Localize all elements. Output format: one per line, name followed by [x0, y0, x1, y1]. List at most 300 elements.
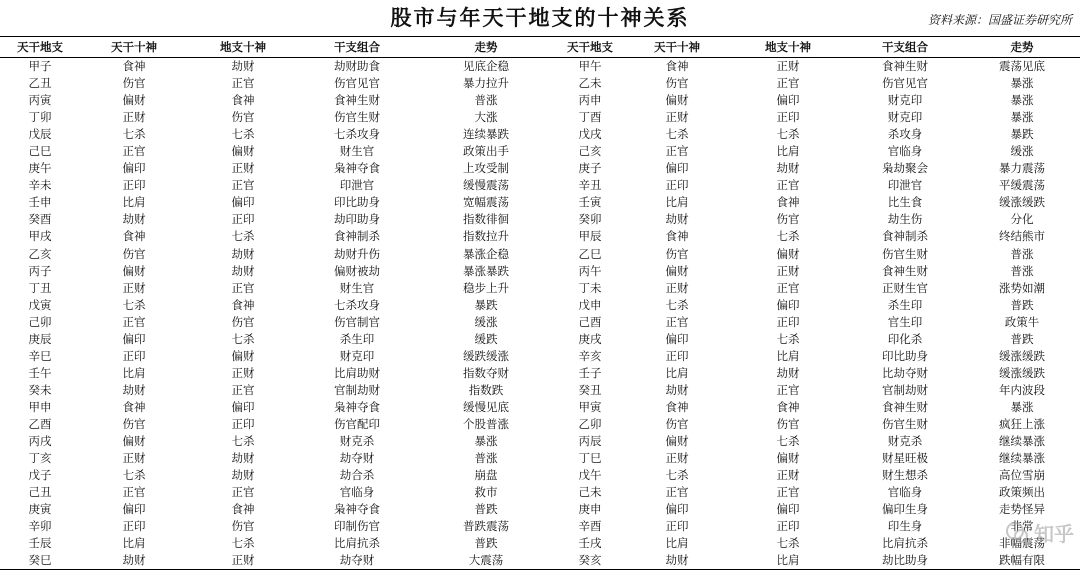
- cell-trend: 暴涨: [1010, 399, 1034, 414]
- cell-tiangan-shishen: 食神: [665, 59, 689, 74]
- cell-trend: 高位雪崩: [999, 468, 1045, 483]
- table-row: [0, 297, 1080, 314]
- cell-dizhi-shishen: 劫财: [231, 263, 255, 278]
- cell-ganzhi-combo: 伤官配印: [334, 417, 380, 431]
- cell-ganzhi-combo: 财克印: [339, 348, 375, 363]
- cell-ganzhi: 己酉: [578, 314, 602, 329]
- cell-dizhi-shishen: 偏印: [776, 93, 800, 108]
- cell-dizhi-shishen: 正财: [231, 365, 255, 380]
- cell-ganzhi-combo: 枭神夺食: [334, 502, 380, 517]
- table-row: [0, 75, 1080, 92]
- cell-ganzhi: 辛未: [28, 178, 52, 193]
- cell-trend: 暴涨: [474, 434, 498, 449]
- cell-tiangan-shishen: 偏印: [122, 502, 146, 517]
- cell-trend: 涨势如潮: [999, 280, 1045, 295]
- cell-ganzhi-combo: 比肩抗杀: [334, 536, 380, 551]
- cell-trend: 暴涨: [1010, 76, 1034, 91]
- cell-ganzhi-combo: 财克杀: [339, 434, 375, 449]
- cell-dizhi-shishen: 正财: [776, 59, 800, 74]
- cell-ganzhi-combo: 官临身: [339, 485, 375, 500]
- cell-dizhi-shishen: 正官: [231, 485, 255, 500]
- cell-tiangan-shishen: 正财: [665, 280, 689, 295]
- cell-ganzhi-combo: 七杀攻身: [334, 127, 380, 142]
- cell-ganzhi: 戊子: [28, 468, 52, 483]
- cell-ganzhi-combo: 印制伤官: [334, 519, 380, 534]
- cell-tiangan-shishen: 正官: [665, 314, 689, 329]
- cell-tiangan-shishen: 偏财: [665, 434, 689, 449]
- cell-trend: 政策出手: [463, 144, 509, 159]
- cell-ganzhi-combo: 官制劫财: [334, 382, 380, 397]
- cell-ganzhi: 壬辰: [28, 536, 52, 551]
- cell-dizhi-shishen: 正财: [188, 552, 298, 570]
- cell-dizhi-shishen: 正印: [231, 212, 255, 227]
- cell-tiangan-shishen: 食神: [665, 229, 689, 244]
- cell-ganzhi-combo: 劫财升伤: [334, 246, 380, 261]
- header-ganzhi: 天干地支: [0, 37, 80, 58]
- cell-trend: 暴涨暴跌: [463, 263, 509, 278]
- cell-trend: 暴力震荡: [999, 161, 1045, 176]
- table-row: [0, 467, 1080, 484]
- cell-ganzhi-combo: 印比助身: [882, 348, 928, 363]
- cell-ganzhi: 壬寅: [578, 195, 602, 210]
- cell-tiangan-shishen: 偏印: [122, 161, 146, 176]
- cell-trend: 缓慢见底: [463, 399, 509, 414]
- cell-tiangan-shishen: 正印: [122, 519, 146, 534]
- cell-tiangan-shishen: 偏印: [122, 331, 146, 346]
- cell-ganzhi: 庚子: [578, 161, 602, 176]
- cell-tiangan-shishen: 七杀: [665, 127, 689, 142]
- cell-ganzhi: 癸酉: [28, 212, 52, 227]
- cell-tiangan-shishen: 正官: [665, 485, 689, 500]
- cell-ganzhi-combo: 伤官生财: [882, 246, 928, 261]
- cell-dizhi-shishen: 偏印: [776, 502, 800, 517]
- cell-dizhi-shishen: 七杀: [776, 229, 800, 244]
- cell-ganzhi: 癸丑: [578, 382, 602, 397]
- cell-trend: 政策牛: [1004, 314, 1040, 329]
- cell-dizhi-shishen: 正印: [776, 314, 800, 329]
- cell-ganzhi: 庚辰: [28, 331, 52, 346]
- table-body: [0, 58, 1080, 570]
- cell-dizhi-shishen: 正官: [776, 76, 800, 91]
- header-trend: 走势: [416, 37, 556, 58]
- cell-ganzhi-combo: 财生想杀: [882, 468, 928, 483]
- table-row: [0, 143, 1080, 160]
- cell-ganzhi: 己卯: [28, 314, 52, 329]
- cell-ganzhi: 丁酉: [578, 110, 602, 125]
- cell-dizhi-shishen: 七杀: [231, 331, 255, 346]
- cell-ganzhi: 庚戌: [578, 331, 602, 346]
- cell-dizhi-shishen: 七杀: [776, 331, 800, 346]
- cell-trend: 暴力拉升: [463, 76, 509, 91]
- table-row: [0, 228, 1080, 245]
- cell-ganzhi-combo: 杀攻身: [887, 127, 923, 142]
- cell-trend: 平缓震荡: [999, 178, 1045, 193]
- cell-ganzhi: 庚寅: [28, 502, 52, 517]
- cell-tiangan-shishen: 劫财: [665, 382, 689, 397]
- cell-trend: 指数夺财: [463, 365, 509, 380]
- cell-tiangan-shishen: 正官: [122, 144, 146, 159]
- cell-trend: 普涨: [474, 93, 498, 108]
- cell-dizhi-shishen: 正财: [231, 161, 255, 176]
- cell-ganzhi-combo: 官临身: [887, 144, 923, 159]
- cell-trend: 非幅震荡: [999, 536, 1045, 551]
- cell-tiangan-shishen: 正官: [665, 144, 689, 159]
- cell-tiangan-shishen: 伤官: [122, 246, 146, 261]
- cell-ganzhi: 乙丑: [28, 76, 52, 91]
- cell-tiangan-shishen: 偏财: [122, 434, 146, 449]
- cell-dizhi-shishen: 偏财: [776, 246, 800, 261]
- cell-tiangan-shishen: 正财: [665, 110, 689, 125]
- table-row: [0, 416, 1080, 433]
- cell-ganzhi: 壬申: [28, 195, 52, 210]
- cell-tiangan-shishen: 劫财: [122, 382, 146, 397]
- table-row: [0, 365, 1080, 382]
- cell-trend: 普涨: [474, 451, 498, 466]
- cell-ganzhi: 辛丑: [578, 178, 602, 193]
- cell-trend: 救市: [474, 485, 498, 500]
- table-row: [0, 399, 1080, 416]
- cell-dizhi-shishen: 伤官: [776, 212, 800, 227]
- cell-ganzhi-combo: 比劫夺财: [882, 365, 928, 380]
- cell-ganzhi-combo: 食神制杀: [882, 229, 928, 244]
- cell-dizhi-shishen: 劫财: [231, 468, 255, 483]
- cell-trend: 震荡见底: [999, 59, 1045, 74]
- cell-ganzhi-combo: 财生官: [339, 144, 375, 159]
- cell-ganzhi: 丁亥: [28, 451, 52, 466]
- cell-ganzhi-combo: 印泄官: [339, 178, 375, 193]
- header-dizhi-shishen: 地支十神: [188, 37, 298, 58]
- cell-dizhi-shishen: 食神: [231, 93, 255, 108]
- cell-dizhi-shishen: 正官: [776, 485, 800, 500]
- cell-dizhi-shishen: 偏财: [231, 348, 255, 363]
- watermark-text: 知乎: [1034, 522, 1074, 546]
- cell-tiangan-shishen: 劫财: [122, 212, 146, 227]
- cell-ganzhi: 甲子: [28, 59, 52, 74]
- cell-dizhi-shishen: 七杀: [776, 536, 800, 551]
- cell-dizhi-shishen: 伤官: [231, 110, 255, 125]
- cell-tiangan-shishen: 伤官: [665, 246, 689, 261]
- table-row: [0, 331, 1080, 348]
- cell-tiangan-shishen: 七杀: [122, 468, 146, 483]
- cell-trend: 指数徘徊: [463, 212, 509, 227]
- cell-ganzhi-combo: 官临身: [887, 485, 923, 500]
- table-row: [0, 280, 1080, 297]
- cell-ganzhi-combo: 财克印: [887, 110, 923, 125]
- table-row: [0, 382, 1080, 399]
- cell-ganzhi: 丁巳: [578, 451, 602, 466]
- ganzhi-table: [0, 36, 1080, 570]
- cell-trend: 普涨: [1010, 246, 1034, 261]
- cell-ganzhi: 乙卯: [578, 417, 602, 431]
- header-trend: 走势: [964, 37, 1080, 58]
- table-row: [0, 109, 1080, 126]
- cell-tiangan-shishen: 正官: [122, 485, 146, 500]
- table-row: [0, 92, 1080, 109]
- cell-tiangan-shishen: 正财: [122, 110, 146, 125]
- cell-ganzhi-combo: 伤官见官: [334, 76, 380, 91]
- cell-ganzhi-combo: 劫财助食: [334, 59, 380, 74]
- cell-trend: 上攻受制: [463, 161, 509, 176]
- cell-ganzhi: 丙寅: [28, 93, 52, 108]
- cell-trend: 缓涨缓跌: [999, 195, 1045, 210]
- cell-dizhi-shishen: 食神: [776, 399, 800, 414]
- cell-ganzhi-combo: 食神制杀: [334, 229, 380, 244]
- cell-ganzhi-combo: 杀生印: [887, 297, 923, 312]
- cell-dizhi-shishen: 七杀: [231, 434, 255, 449]
- cell-dizhi-shishen: 正官: [231, 382, 255, 397]
- cell-tiangan-shishen: 比肩: [665, 195, 689, 210]
- cell-tiangan-shishen: 伤官: [122, 417, 146, 431]
- cell-ganzhi: 辛亥: [578, 348, 602, 363]
- source-note: 资料来源：国盛证券研究所: [927, 13, 1072, 27]
- cell-dizhi-shishen: 七杀: [776, 127, 800, 142]
- cell-tiangan-shishen: 七杀: [665, 468, 689, 483]
- cell-trend: 稳步上升: [463, 280, 509, 295]
- cell-dizhi-shishen: 劫财: [231, 246, 255, 261]
- cell-ganzhi-combo: 财克印: [887, 93, 923, 108]
- cell-trend: 暴跌: [474, 297, 498, 312]
- cell-trend: 见底企稳: [463, 59, 509, 74]
- cell-tiangan-shishen: 比肩: [122, 365, 146, 380]
- cell-ganzhi-combo: 印生身: [887, 519, 923, 534]
- cell-dizhi-shishen: 偏财: [231, 144, 255, 159]
- cell-dizhi-shishen: 劫财: [776, 365, 800, 380]
- cell-ganzhi-combo: 食神生财: [334, 93, 380, 108]
- table-row: [0, 246, 1080, 263]
- cell-trend: 暴跌: [1010, 127, 1034, 142]
- cell-dizhi-shishen: 正官: [231, 178, 255, 193]
- table-row: [0, 535, 1080, 552]
- cell-ganzhi-combo: 枭劫聚会: [882, 161, 928, 176]
- cell-trend: 普涨: [1010, 263, 1034, 278]
- cell-trend: 缓涨缓跌: [999, 348, 1045, 363]
- cell-ganzhi-combo: 官制劫财: [882, 382, 928, 397]
- cell-tiangan-shishen: 正印: [665, 519, 689, 534]
- cell-ganzhi: 己未: [578, 485, 602, 500]
- cell-trend: 指数跌: [468, 382, 504, 397]
- cell-tiangan-shishen: 正印: [122, 178, 146, 193]
- cell-ganzhi: 丙辰: [578, 434, 602, 449]
- cell-trend: 普跌震荡: [463, 519, 509, 534]
- cell-trend: 个股普涨: [463, 417, 509, 431]
- cell-dizhi-shishen: 正印: [776, 519, 800, 534]
- cell-tiangan-shishen: 偏财: [665, 263, 689, 278]
- cell-ganzhi-combo: 伤官生财: [882, 417, 928, 431]
- cell-ganzhi-combo: 劫夺财: [339, 451, 375, 466]
- cell-ganzhi: 癸卯: [578, 212, 602, 227]
- table-row: [0, 314, 1080, 331]
- cell-ganzhi-combo: 偏财被劫: [334, 263, 380, 278]
- cell-tiangan-shishen: 正印: [665, 348, 689, 363]
- cell-dizhi-shishen: 正印: [231, 417, 255, 431]
- cell-dizhi-shishen: 偏印: [776, 297, 800, 312]
- cell-dizhi-shishen: 正官: [231, 280, 255, 295]
- cell-trend: 年内波段: [999, 382, 1045, 397]
- cell-ganzhi: 癸未: [28, 382, 52, 397]
- header-ganzhi-combo: 干支组合: [298, 37, 416, 58]
- cell-tiangan-shishen: 偏印: [665, 161, 689, 176]
- cell-dizhi-shishen: 正印: [776, 110, 800, 125]
- cell-tiangan-shishen: 偏财: [122, 93, 146, 108]
- zhihu-watermark: [1004, 518, 1074, 547]
- table-row: [0, 160, 1080, 177]
- cell-tiangan-shishen: 食神: [665, 399, 689, 414]
- cell-trend: 缓涨: [474, 314, 498, 329]
- cell-trend: 跌幅有限: [964, 552, 1080, 570]
- cell-dizhi-shishen: 食神: [231, 502, 255, 517]
- cell-ganzhi: 辛卯: [28, 519, 52, 534]
- cell-trend: 缓涨: [1010, 144, 1034, 159]
- cell-ganzhi-combo: 财克杀: [887, 434, 923, 449]
- header-tiangan-shishen: 天干十神: [80, 37, 188, 58]
- cell-trend: 大涨: [474, 110, 498, 125]
- cell-ganzhi: 戊辰: [28, 127, 52, 142]
- cell-trend: 普跌: [1010, 331, 1034, 346]
- cell-ganzhi: 丙申: [578, 93, 602, 108]
- cell-tiangan-shishen: 伤官: [665, 76, 689, 91]
- cell-ganzhi-combo: 比生食: [887, 195, 923, 210]
- cell-ganzhi: 辛酉: [578, 519, 602, 534]
- cell-ganzhi: 丙子: [28, 263, 52, 278]
- cell-trend: 政策频出: [999, 485, 1045, 500]
- cell-ganzhi-combo: 财生官: [339, 280, 375, 295]
- table-row: [0, 501, 1080, 518]
- cell-ganzhi: 壬子: [578, 365, 602, 380]
- cell-trend: 缓涨缓跌: [999, 365, 1045, 380]
- cell-trend: 继续暴涨: [999, 434, 1045, 449]
- cell-dizhi-shishen: 偏印: [231, 399, 255, 414]
- cell-ganzhi-combo: 伤官制官: [334, 314, 380, 329]
- cell-ganzhi-combo: 枭神夺食: [334, 161, 380, 176]
- table-row: [0, 58, 1080, 76]
- cell-dizhi-shishen: 伤官: [231, 519, 255, 534]
- table-row: [0, 211, 1080, 228]
- cell-trend: 连续暴跌: [463, 127, 509, 142]
- cell-ganzhi: 戊申: [578, 297, 602, 312]
- cell-ganzhi: 甲午: [578, 59, 602, 74]
- cell-tiangan-shishen: 正印: [122, 348, 146, 363]
- cell-ganzhi: 癸巳: [0, 552, 80, 570]
- cell-dizhi-shishen: 食神: [776, 195, 800, 210]
- cell-ganzhi: 乙巳: [578, 246, 602, 261]
- cell-tiangan-shishen: 比肩: [665, 536, 689, 551]
- cell-dizhi-shishen: 偏财: [776, 451, 800, 466]
- cell-ganzhi: 丙戌: [28, 434, 52, 449]
- cell-ganzhi-combo: 正财生官: [882, 280, 928, 295]
- cell-ganzhi-combo: 印化杀: [887, 331, 923, 346]
- cell-trend: 宽幅震荡: [463, 195, 509, 210]
- cell-ganzhi-combo: 枭神夺食: [334, 399, 380, 414]
- cell-dizhi-shishen: 比肩: [730, 552, 846, 570]
- cell-ganzhi-combo: 食神生财: [882, 263, 928, 278]
- cell-ganzhi-combo: 官生印: [887, 314, 923, 329]
- cell-trend: 终结熊市: [999, 229, 1045, 244]
- cell-trend: 非常: [1010, 519, 1034, 534]
- cell-ganzhi: 戊戌: [578, 127, 602, 142]
- cell-tiangan-shishen: 食神: [122, 399, 146, 414]
- table-row: [0, 126, 1080, 143]
- cell-dizhi-shishen: 伤官: [776, 417, 800, 431]
- cell-dizhi-shishen: 正官: [776, 178, 800, 193]
- table-row: [0, 433, 1080, 450]
- cell-dizhi-shishen: 七杀: [231, 229, 255, 244]
- cell-ganzhi-combo: 劫合杀: [339, 468, 375, 483]
- cell-tiangan-shishen: 偏印: [665, 331, 689, 346]
- cell-ganzhi: 丁未: [578, 280, 602, 295]
- cell-ganzhi: 甲寅: [578, 399, 602, 414]
- cell-dizhi-shishen: 七杀: [231, 536, 255, 551]
- cell-ganzhi-combo: 伤官见官: [882, 76, 928, 91]
- cell-trend: 缓跌: [474, 331, 498, 346]
- table-row: [0, 484, 1080, 501]
- cell-dizhi-shishen: 劫财: [231, 451, 255, 466]
- cell-tiangan-shishen: 伤官: [122, 76, 146, 91]
- cell-ganzhi: 辛巳: [28, 348, 52, 363]
- cell-dizhi-shishen: 比肩: [776, 348, 800, 363]
- cell-ganzhi: 己丑: [28, 485, 52, 500]
- cell-trend: 普跌: [1010, 297, 1034, 312]
- cell-tiangan-shishen: 偏印: [665, 502, 689, 517]
- table-row: [0, 177, 1080, 194]
- cell-trend: 暴涨: [1010, 93, 1034, 108]
- cell-tiangan-shishen: 正财: [122, 280, 146, 295]
- cell-dizhi-shishen: 正财: [776, 468, 800, 483]
- cell-ganzhi-combo: 伤官生财: [334, 110, 380, 125]
- cell-trend: 走势怪异: [999, 502, 1045, 517]
- cell-ganzhi-combo: 劫生伤: [887, 212, 923, 227]
- cell-trend: 暴涨企稳: [463, 246, 509, 261]
- cell-tiangan-shishen: 偏财: [122, 263, 146, 278]
- cell-trend: 缓慢震荡: [463, 178, 509, 193]
- header-ganzhi: 天干地支: [556, 37, 624, 58]
- cell-dizhi-shishen: 食神: [231, 297, 255, 312]
- cell-tiangan-shishen: 劫财: [665, 212, 689, 227]
- cell-ganzhi: 乙亥: [28, 246, 52, 261]
- cell-ganzhi-combo: 七杀攻身: [334, 297, 380, 312]
- table-row: [0, 552, 1080, 570]
- cell-dizhi-shishen: 劫财: [231, 59, 255, 74]
- cell-ganzhi: 壬戌: [578, 536, 602, 551]
- cell-dizhi-shishen: 正官: [231, 76, 255, 91]
- header-tiangan-shishen: 天干十神: [624, 37, 730, 58]
- cell-tiangan-shishen: 比肩: [665, 365, 689, 380]
- cell-ganzhi-combo: 食神生财: [882, 399, 928, 414]
- table-row: [0, 263, 1080, 280]
- cell-tiangan-shishen: 比肩: [122, 195, 146, 210]
- table-row: [0, 348, 1080, 365]
- cell-tiangan-shishen: 正官: [122, 314, 146, 329]
- cell-ganzhi: 甲申: [28, 399, 52, 414]
- cell-tiangan-shishen: 劫财: [624, 552, 730, 570]
- cell-trend: 普跌: [474, 502, 498, 517]
- cell-trend: 分化: [1010, 212, 1034, 227]
- chat-bubble-icon: [1004, 520, 1030, 546]
- cell-ganzhi: 癸亥: [556, 552, 624, 570]
- cell-ganzhi: 戊寅: [28, 297, 52, 312]
- header-ganzhi-combo: 干支组合: [846, 37, 964, 58]
- cell-ganzhi-combo: 偏印生身: [882, 502, 928, 517]
- cell-tiangan-shishen: 食神: [122, 59, 146, 74]
- cell-ganzhi-combo: 比肩助财: [334, 365, 380, 380]
- cell-trend: 大震荡: [416, 552, 556, 570]
- cell-tiangan-shishen: 比肩: [122, 536, 146, 551]
- cell-tiangan-shishen: 正印: [665, 178, 689, 193]
- cell-tiangan-shishen: 七杀: [122, 297, 146, 312]
- cell-tiangan-shishen: 劫财: [80, 552, 188, 570]
- cell-tiangan-shishen: 正财: [122, 451, 146, 466]
- cell-trend: 缓跌缓涨: [463, 348, 509, 363]
- cell-trend: 继续暴涨: [999, 451, 1045, 466]
